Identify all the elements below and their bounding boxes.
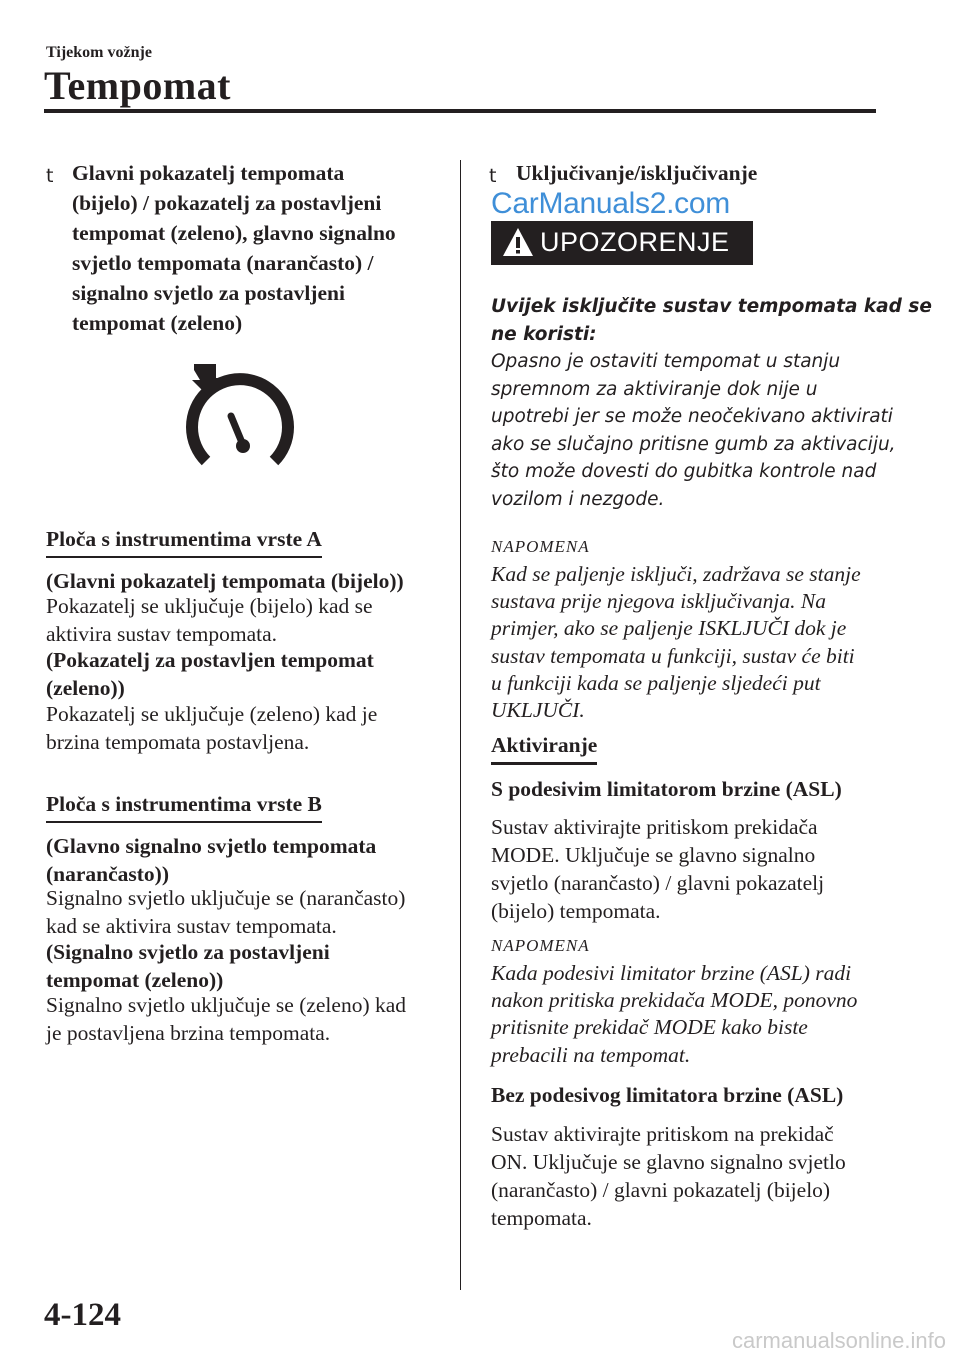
note-text: Kad se paljenje isključi, zadržava se stanje sustava prije njegova isključivanja. Na primjer, ako se paljenje ISKLJUČI dok je sustav tempomata u funkciji, sustav će biti u funkciji kada se paljenje sljedeći put UKLJUČI. [491,562,861,723]
note-heading: NAPOMENA [491,537,590,556]
bullet-icon: t [46,165,54,187]
asl-text: Sustav aktivirajte pritiskom prekidača MODE. Uključuje se glavno signalno svjetlo (narančasto) / glavni pokazatelj (bijelo) tempomata. [491,815,825,923]
warning-banner [491,221,753,265]
page-number: 4-124 [44,1297,121,1333]
note-heading: NAPOMENA [491,936,590,955]
asl-heading: S podesivim limitatorom brzine (ASL) [491,777,842,801]
column-divider [460,160,461,1290]
cruise-control-icon [180,360,300,480]
watermark-text: CarManuals2.com [491,187,730,220]
panel-b-sub2: (Signalno svjetlo za postavljeni tempomat (zeleno)) [46,940,330,992]
panel-a-text2: Pokazatelj se uključuje (zeleno) kad je brzina tempomata postavljena. [46,702,378,754]
note-text: Kada podesivi limitator brzine (ASL) radi nakon pritiska prekidača MODE, ponovno pritisnite prekidač MODE kako biste prebacili na tempomat. [491,961,858,1067]
on-off-heading: Uključivanje/isključivanje [516,161,758,185]
no-asl-heading: Bez podesivog limitatora brzine (ASL) [491,1083,844,1107]
header-rule [44,109,876,113]
panel-b-text1: Signalno svjetlo uključuje se (narančasto) kad se aktivira sustav tempomata. [46,886,406,938]
activation-heading: Aktiviranje [491,733,597,765]
panel-a-text1: Pokazatelj se uključuje (bijelo) kad se aktivira sustav tempomata. [46,594,373,646]
panel-a-sub2: (Pokazatelj za postavljen tempomat (zeleno)) [46,648,374,700]
panel-a-heading: Ploča s instrumentima vrste A [46,527,322,558]
panel-b-heading: Ploča s instrumentima vrste B [46,792,322,823]
section-title: Tijekom vožnje [46,44,152,61]
warning-label: UPOZORENJE [540,227,730,257]
panel-a-sub1: (Glavni pokazatelj tempomata (bijelo)) [46,569,404,593]
indicator-heading: Glavni pokazatelj tempomata (bijelo) / pokazatelj za postavljeni tempomat (zeleno), glavno signalno svjetlo tempomata (narančasto) / signalno svjetlo za postavljeni tempomat (zeleno) [72,161,396,335]
panel-b-sub1: (Glavno signalno svjetlo tempomata (narančasto)) [46,834,377,886]
no-asl-text: Sustav aktivirajte pritiskom na prekidač ON. Uključuje se glavno signalno svjetlo (narančasto) / glavni pokazatelj (bijelo) tempomata. [491,1122,846,1230]
footer-watermark: carmanualsonline.info [731,1328,946,1353]
warning-text: Uvijek isključite sustav tempomata kad se ne koristi: Opasno je ostaviti tempomat u stanju spremnom za aktiviranje dok nije u upotrebi jer se može neočekivano aktivirati ako se slučajno pritisne gumb za aktivaciju, što može dovesti do gubitka kontrole nad vozilom i nezgode. [491,296,932,510]
panel-b-text2: Signalno svjetlo uključuje se (zeleno) kad je postavljena brzina tempomata. [46,993,407,1045]
warning-triangle-icon [501,226,535,258]
page-title: Tempomat [44,63,231,108]
bullet-icon: t [489,165,497,187]
